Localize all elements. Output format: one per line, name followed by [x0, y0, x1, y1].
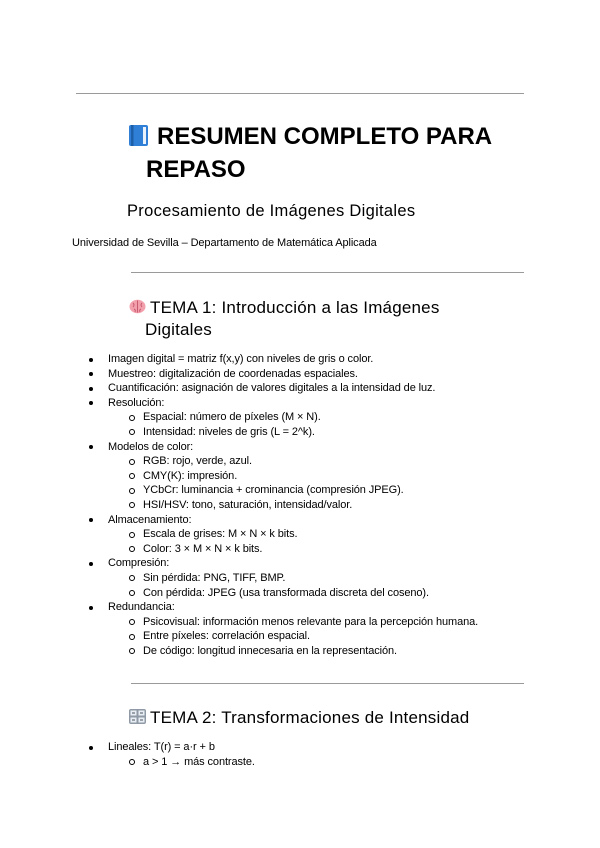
sub-list-item: Espacial: número de píxeles (M × N). [108, 410, 478, 425]
document-title [129, 120, 529, 186]
tema1-heading [129, 297, 489, 341]
affiliation: Universidad de Sevilla – Departamento de Matemática Aplicada [72, 237, 377, 249]
sub-list-item: Entre píxeles: correlación espacial. [108, 629, 478, 644]
top-divider [76, 93, 524, 94]
sub-list-item: HSI/HSV: tono, saturación, intensidad/valor. [108, 498, 478, 513]
blue-book-icon [129, 125, 148, 146]
tema1-list [0, 352, 478, 658]
section-divider-1 [131, 272, 524, 273]
section-divider-2 [131, 683, 524, 684]
subtitle: Procesamiento de Imágenes Digitales [127, 202, 416, 220]
title-line-1: RESUMEN COMPLETO PARA [157, 123, 493, 150]
tema2-list [0, 740, 255, 769]
list-item: Muestreo: digitalización de coordenadas espaciales. [0, 367, 478, 382]
tema2-heading [129, 707, 469, 729]
adjust-controls-icon [129, 709, 146, 724]
list-item: Lineales: T(r) = a·r + b a > 1 → más contraste. [0, 740, 255, 769]
list-item: Almacenamiento: Escala de grises: M × N × k bits. Color: 3 × M × N × k bits. [0, 513, 478, 557]
sub-list-item: Intensidad: niveles de gris (L = 2^k). [108, 425, 478, 440]
sub-list-item: Con pérdida: JPEG (usa transformada discreta del coseno). [108, 586, 478, 601]
sub-list [108, 571, 478, 600]
sub-list-item: Sin pérdida: PNG, TIFF, BMP. [108, 571, 478, 586]
sub-list-item: RGB: rojo, verde, azul. [108, 454, 478, 469]
sub-list [108, 755, 255, 770]
sub-list-item: CMY(K): impresión. [108, 469, 478, 484]
tema2-title: TEMA 2: Transformaciones de Intensidad [150, 708, 470, 727]
sub-list-item: YCbCr: luminancia + crominancia (compresión JPEG). [108, 483, 478, 498]
sub-list-item: a > 1 → más contraste. [108, 755, 255, 770]
list-item: Modelos de color: RGB: rojo, verde, azul. CMY(K): impresión. YCbCr: luminancia + crominancia (compresión JPEG). HSI/HSV: tono, saturación, intensidad/valor. [0, 440, 478, 513]
list-item: Redundancia: Psicovisual: información menos relevante para la percepción humana. Entre píxeles: correlación espacial. De código: longitud innecesaria en la representación. [0, 600, 478, 658]
sub-list-item: Escala de grises: M × N × k bits. [108, 527, 478, 542]
list-item: Cuantificación: asignación de valores digitales a la intensidad de luz. [0, 381, 478, 396]
sub-list [108, 527, 478, 556]
sub-list [108, 615, 478, 659]
sub-list-item: De código: longitud innecesaria en la representación. [108, 644, 478, 659]
list-item: Compresión: Sin pérdida: PNG, TIFF, BMP. Con pérdida: JPEG (usa transformada discreta del coseno). [0, 556, 478, 600]
tema1-title-line-1: TEMA 1: Introducción a las Imágenes [150, 298, 440, 317]
title-line-2: REPASO [146, 156, 246, 183]
list-item: Imagen digital = matriz f(x,y) con niveles de gris o color. [0, 352, 478, 367]
sub-list-item: Color: 3 × M × N × k bits. [108, 542, 478, 557]
list-item: Resolución: Espacial: número de píxeles (M × N). Intensidad: niveles de gris (L = 2^k). [0, 396, 478, 440]
sub-list [108, 454, 478, 512]
sub-list-item: Psicovisual: información menos relevante para la percepción humana. [108, 615, 478, 630]
tema1-title-line-2: Digitales [145, 320, 212, 339]
brain-icon [129, 299, 146, 314]
sub-list [108, 410, 478, 439]
